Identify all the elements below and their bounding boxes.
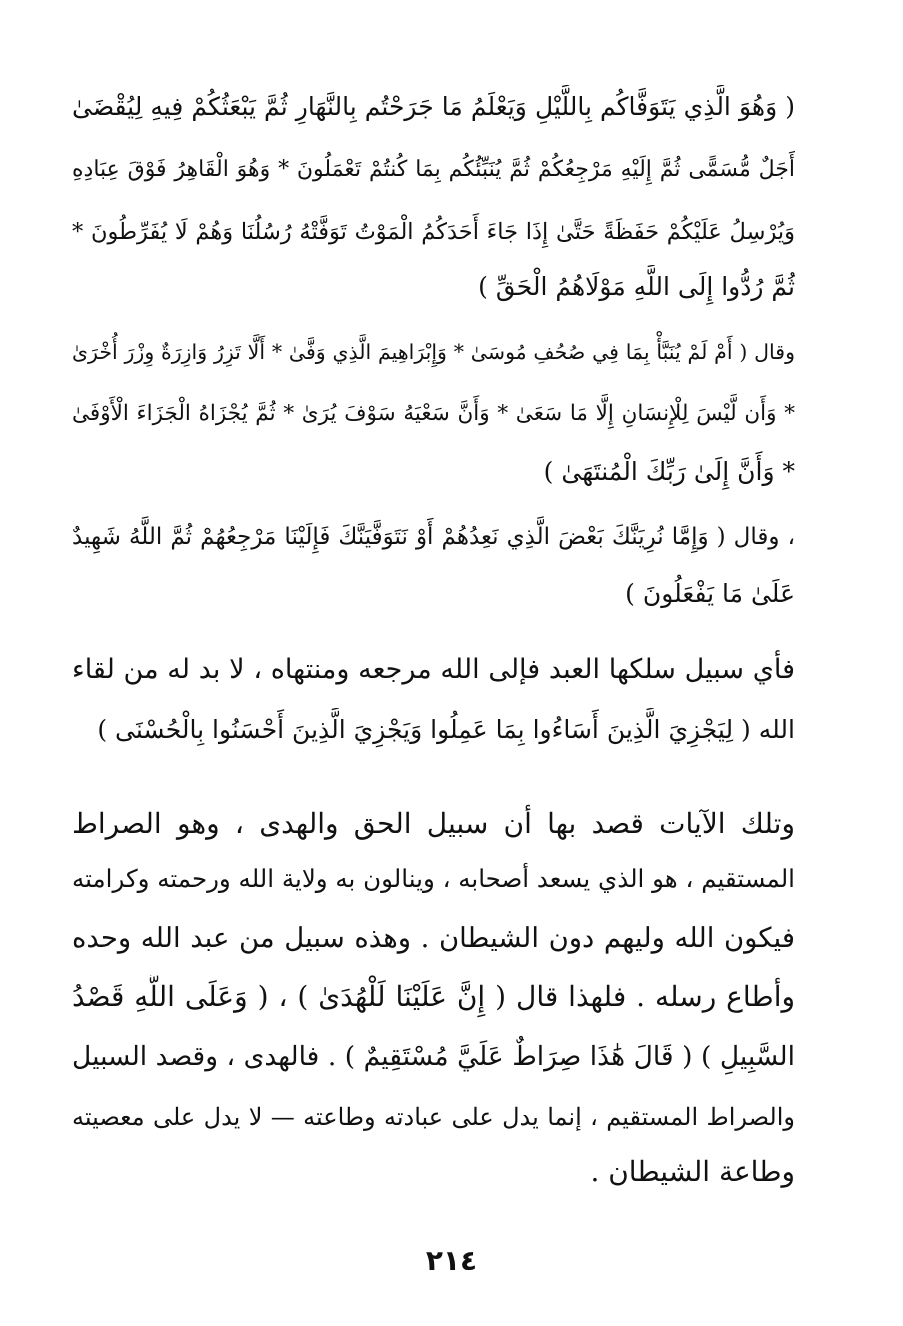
body-text-line: فأي سبيل سلكها العبد فإلى الله مرجعه ومنتهاه ، لا بد له من لقاء xyxy=(72,654,795,685)
quran-quote-line: * وَأَنَّ إِلَىٰ رَبِّكَ الْمُنتَهَىٰ ) xyxy=(543,457,795,486)
body-text-line: فيكون الله وليهم دون الشيطان . وهذه سبيل من عبد الله وحده xyxy=(72,922,795,954)
quran-quote-line: أَجَلٌ مُّسَمًّى ثُمَّ إِلَيْهِ مَرْجِعُكُمْ ثُمَّ يُنَبِّئُكُم بِمَا كُنتُمْ تَعْمَلُونَ * وَهُوَ الْقَاهِرُ فَوْقَ عِبَادِهِ xyxy=(72,157,795,182)
body-text-line: وأطاع رسله . فلهذا قال ( إِنَّ عَلَيْنَا لَلْهُدَىٰ ) ، ( وَعَلَى اللَّهِ قَصْدُ xyxy=(72,980,795,1013)
quran-quote-line: عَلَىٰ مَا يَفْعَلُونَ ) xyxy=(625,579,795,608)
body-text-line: المستقيم ، هو الذي يسعد أصحابه ، وينالون به ولاية الله ورحمته وكرامته xyxy=(72,864,795,893)
body-text-line: وتلك الآيات قصد بها أن سبيل الحق والهدى ، وهو الصراط xyxy=(72,807,795,840)
quran-quote-line: وقال ( أَمْ لَمْ يُنَبَّأْ بِمَا فِي صُحُفِ مُوسَىٰ * وَإِبْرَاهِيمَ الَّذِي وَفَّىٰ * أَلَّا تَزِرُ وَازِرَةٌ وِزْرَ أُخْرَىٰ xyxy=(72,340,795,364)
quran-quote-line: وَيُرْسِلُ عَلَيْكُمْ حَفَظَةً حَتَّىٰ إِذَا جَاءَ أَحَدَكُمُ الْمَوْتُ تَوَفَّتْهُ رُسُلُنَا وَهُمْ لَا يُفَرِّطُونَ * xyxy=(72,219,795,245)
body-text-line: والصراط المستقيم ، إنما يدل على عبادته وطاعته — لا يدل على معصيته xyxy=(72,1103,795,1131)
quran-quote-line: ( وَهُوَ الَّذِي يَتَوَفَّاكُم بِاللَّيْلِ وَيَعْلَمُ مَا جَرَحْتُم بِالنَّهَارِ ثُمَّ يَبْعَثُكُمْ فِيهِ لِيُقْضَىٰ xyxy=(72,92,795,121)
body-text-line: السَّبِيلِ ) ( قَالَ هَٰذَا صِرَاطٌ عَلَيَّ مُسْتَقِيمٌ ) . فالهدى ، وقصد السبيل xyxy=(72,1041,795,1072)
page-number: ٢١٤ xyxy=(425,1244,478,1277)
body-text-line: الله ( لِيَجْزِيَ الَّذِينَ أَسَاءُوا بِمَا عَمِلُوا وَيَجْزِيَ الَّذِينَ أَحْسَنُوا بِالْحُسْنَى ) xyxy=(97,715,795,744)
quran-quote-line: * وَأَن لَّيْسَ لِلْإِنسَانِ إِلَّا مَا سَعَىٰ * وَأَنَّ سَعْيَهُ سَوْفَ يُرَىٰ * ثُمَّ يُجْزَاهُ الْجَزَاءَ الْأَوْفَىٰ xyxy=(72,401,795,426)
quran-quote-line: ، وقال ( وَإِمَّا نُرِيَنَّكَ بَعْضَ الَّذِي نَعِدُهُمْ أَوْ نَتَوَفَّيَنَّكَ فَإِلَيْنَا مَرْجِعُهُمْ ثُمَّ اللَّهُ شَهِيدٌ xyxy=(72,524,795,550)
quran-quote-line: ثُمَّ رُدُّوا إِلَى اللَّهِ مَوْلَاهُمُ الْحَقِّ ) xyxy=(478,272,795,301)
body-text-line: وطاعة الشيطان . xyxy=(590,1155,795,1188)
